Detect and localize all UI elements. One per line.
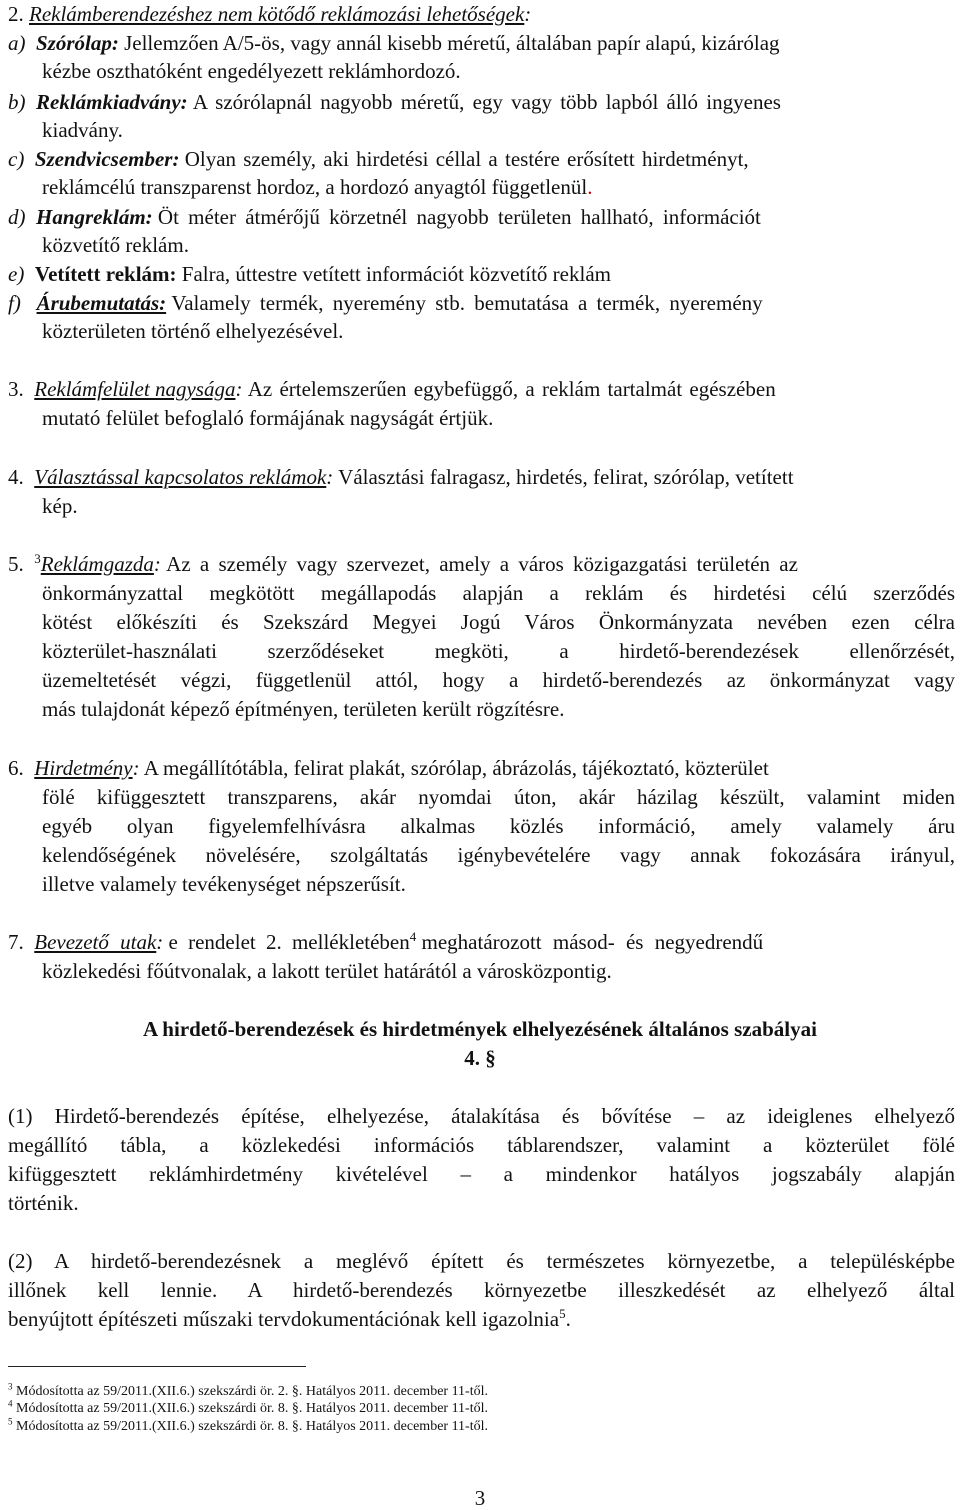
section-6: 6. Hirdetmény: A megállítótábla, felirat plakát, szórólap, ábrázolás, tájékoztató, közterület [8,756,769,780]
list-item-d-cont: közvetítő reklám. [42,233,189,257]
section-4: 4. Választással kapcsolatos reklámok: Választási falragasz, hirdetés, felirat, szórólap, vetített [8,465,794,489]
definition-term: Reklámfelület nagysága [34,377,236,401]
section-number: 7. [8,930,24,954]
red-period: . [587,175,593,199]
section-7-cont: közlekedési főútvonalak, a lakott terület határától a városközpontig. [42,959,612,983]
section-5-line-3: kötést előkészíti és Szekszárd Megyei Jogú Város Önkormányzata nevében ezen célra [42,610,955,634]
item-text: A szórólapnál nagyobb méretű, egy vagy több lapból álló ingyenes [192,90,781,114]
section-5-line-4: közterület-használati szerződéseket megköti, a hirdető-berendezések ellenőrzését, [42,639,955,663]
para-1-line-2: megállító tábla, a közlekedési információs táblarendszer, valamint a közterület fölé [8,1133,955,1157]
section-7: 7. Bevezető utak: e rendelet 2. mellékletében$^4$ meghatározott másod- és negyedrendű [8,929,764,954]
item-text: Olyan személy, aki hirdetési céllal a testére erősített hirdetményt, [184,147,749,171]
section-number: 3. [8,377,24,401]
section-number: 6. [8,756,24,780]
section-6-line-4: kelendőségének növelésére, szolgáltatás igénybevételére vagy annak fokozására irányul, [42,843,955,867]
section-5-line-5: üzemeltetését végzi, függetlenül attól, hogy a hirdető-berendezés az önkormányzat vagy [42,668,955,692]
item-label: f) [8,291,21,315]
footnote: $^3$ Módosította az 59/2011.(XII.6.) szekszárdi ör. 2. §. Hatályos 2011. december 11-től. [8,1381,488,1399]
footnote-ref: 3 [34,551,41,566]
list-item-e [8,261,611,287]
item-label: c) [8,147,25,171]
item-label: a) [8,31,26,55]
definition-term: Bevezető utak [34,930,157,954]
footnote-ref: 4 [409,929,417,944]
item-text: Öt méter átmérőjű körzetnél nagyobb területen hallható, információt [157,205,761,229]
list-item-c [8,146,749,172]
item-term: Reklámkiadvány: [36,90,188,114]
item-text: Falra, úttestre vetített információt közvetítő reklám [181,262,611,286]
item-label: d) [8,205,26,229]
section-5-line-6: más tulajdonát képező építményen, területen került rögzítésre. [42,697,565,721]
para-2-line-1: (2) A hirdető-berendezésnek a meglévő épített és természetes környezetbe, a településképbe [8,1249,955,1273]
list-item-d [8,204,761,230]
list-item-b-cont: kiadvány. [42,118,123,142]
section-number: 4. [8,465,24,489]
item-label: b) [8,90,26,114]
item-term: Vetített reklám: [34,262,177,286]
para-1-line-1: (1) Hirdető-berendezés építése, elhelyezése, átalakítása és bővítése – az ideiglenes elhelyező [8,1104,955,1128]
section-number: 2. [8,2,24,26]
section-5: 5. $^3$Reklámgazda: Az a személy vagy szervezet, amely a város közigazgatási területén az [8,551,798,576]
section-2-heading: 2. Reklámberendezéshez nem kötődő reklámozási lehetőségek: [8,2,532,26]
footnote: $^5$ Módosította az 59/2011.(XII.6.) szekszárdi ör. 8. §. Hatályos 2011. december 11-től. [8,1416,488,1434]
para-2-line-3: benyújtott építészeti műszaki tervdokumentációnak kell igazolnia$^5$. [8,1306,571,1331]
rules-heading: A hirdető-berendezések és hirdetmények elhelyezésének általános szabályai [143,1017,817,1041]
item-term: Szendvicsember: [34,147,180,171]
definition-term: Választással kapcsolatos reklámok [34,465,327,489]
list-item-a-cont: kézbe oszthatóként engedélyezett reklámhordozó. [42,59,461,83]
item-term: Szórólap: [36,31,119,55]
item-term: Hangreklám: [36,205,153,229]
section-6-line-3: egyéb olyan figyelemfelhívásra alkalmas közlés információ, amely valamely áru [42,814,955,838]
section-number: 5. [8,552,24,576]
item-term: Árubemutatás: [36,291,167,315]
section-title: Reklámberendezéshez nem kötődő reklámozási lehetőségek [29,2,525,26]
page-number: 3 [474,1486,486,1510]
list-item-b [8,89,781,115]
section-6-line-2: fölé kifüggesztett transzparens, akár nyomdai úton, akár házilag készült, valamint miden [42,785,955,809]
footnote-ref: 5 [559,1306,566,1321]
section-3: 3. Reklámfelület nagysága: Az értelemszerűen egybefüggő, a reklám tartalmát egészében [8,377,776,401]
footnote: $^4$ Módosította az 59/2011.(XII.6.) szekszárdi ör. 8. §. Hatályos 2011. december 11-től. [8,1398,488,1416]
section-3-cont: mutató felület befoglaló formájának nagyságát értjük. [42,406,494,430]
para-1-line-4: történik. [8,1191,79,1215]
section-4-cont: kép. [42,494,78,518]
item-text: Valamely termék, nyeremény stb. bemutatása a termék, nyeremény [171,291,763,315]
list-item-a [8,30,780,56]
section-6-line-5: illetve valamely tevékenységet népszerűsít. [42,872,406,896]
footnote-divider [8,1366,306,1367]
item-text: Jellemzően A/5-ös, vagy annál kisebb méretű, általában papír alapú, kizárólag [124,31,780,55]
para-1-line-3: kifüggesztett reklámhirdetmény kivételével – a mindenkor hatályos jogszabály alapján [8,1162,955,1186]
section-5-line-2: önkormányzattal megkötött megállapodás alapján a reklám és hirdetési célú szerződés [42,581,955,605]
item-label: e) [8,262,25,286]
para-2-line-2: illőnek kell lennie. A hirdető-berendezés környezetbe illeszkedését az elhelyező által [8,1278,955,1302]
list-item-c-cont: reklámcélú transzparenst hordoz, a hordozó anyagtól függetlenül. [42,175,593,199]
definition-term: Hirdetmény [34,756,133,780]
list-item-f [8,290,763,316]
list-item-f-cont: közterületen történő elhelyezésével. [42,319,344,343]
paragraph-symbol-heading: 4. § [464,1046,496,1070]
definition-term: Reklámgazda [40,552,154,576]
